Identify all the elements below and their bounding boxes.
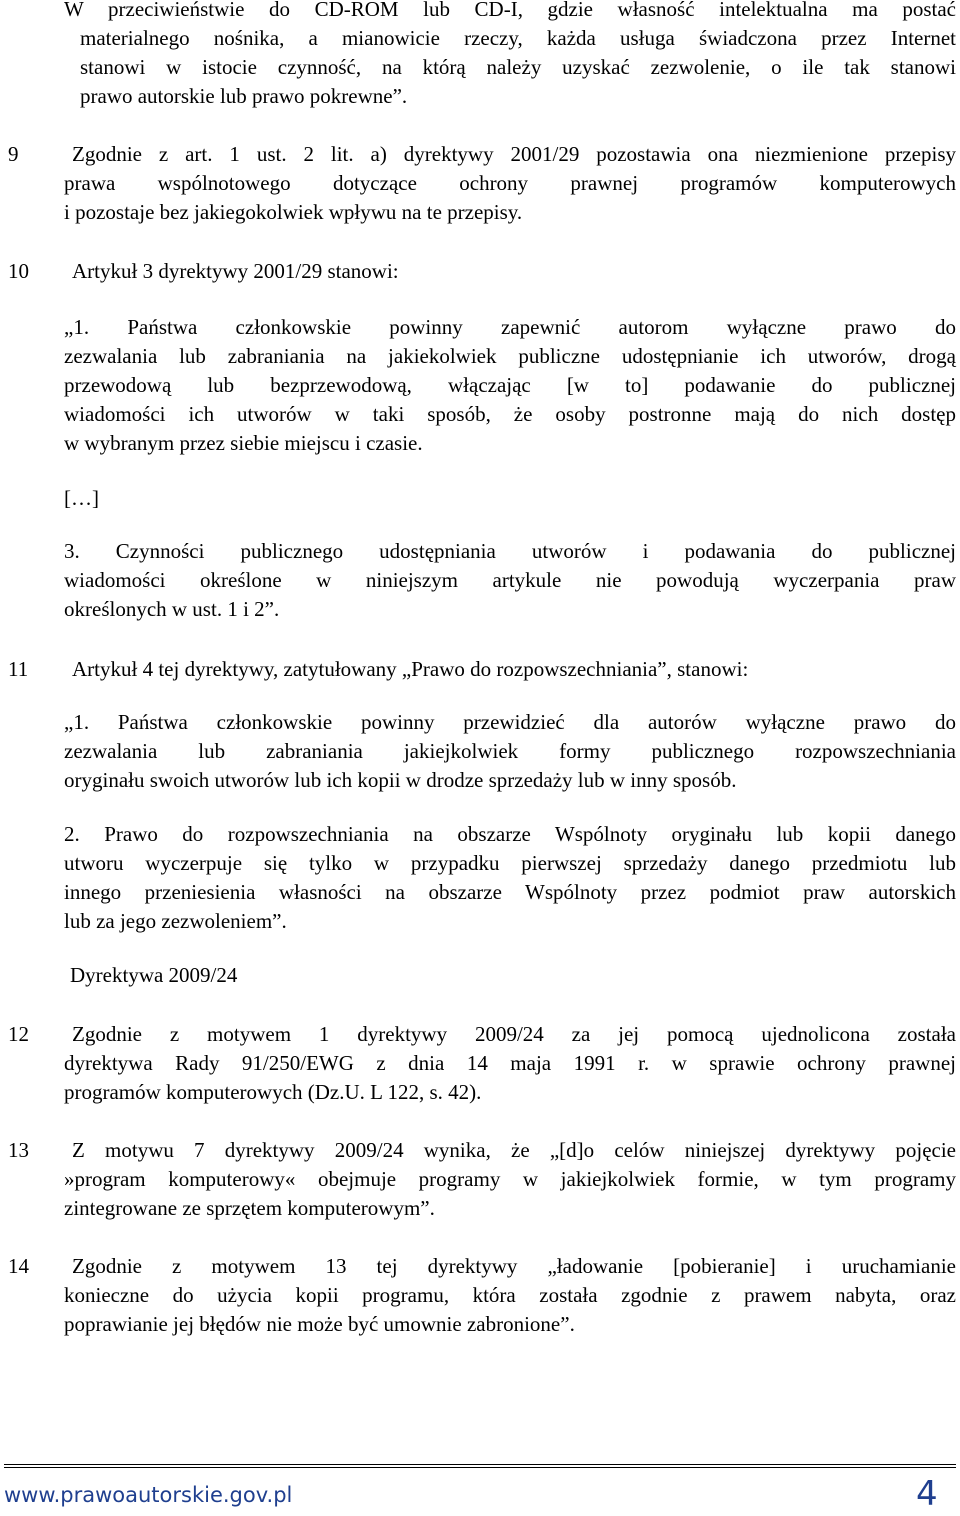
text-line: Z motywu 7 dyrektywy 2009/24 wynika, że „[d]o celów niniejszej dyrektywy pojęcie [72, 1138, 956, 1162]
text-line: stanowi w istocie czynność, na którą należy uzyskać zezwolenie, o ile tak stanowi [80, 55, 956, 79]
text-line: zezwalania lub zabraniania na jakiekolwiek publiczne udostępnianie ich utworów, drogą [64, 344, 956, 368]
paragraph-number: 14 [8, 1254, 29, 1278]
text-line: Artykuł 3 dyrektywy 2001/29 stanowi: [72, 259, 399, 283]
section-heading-text: Dyrektywa 2009/24 [70, 963, 238, 987]
paragraph-number: 13 [8, 1138, 29, 1162]
footer-divider [4, 1464, 956, 1468]
text-line: materialnego nośnika, a mianowicie rzeczy, każda usługa świadczona przez Internet [80, 26, 956, 50]
text-line: zintegrowane ze sprzętem komputerowym”. [64, 1196, 435, 1220]
text-line: Zgodnie z motywem 13 tej dyrektywy „ładowanie [pobieranie] i uruchamianie [72, 1254, 956, 1278]
text-line: „1. Państwa członkowskie powinny przewidzieć dla autorów wyłączne prawo do [64, 710, 956, 734]
text-line: »program komputerowy« obejmuje programy w jakiejkolwiek formie, w tym programy [64, 1167, 956, 1191]
text-line: Zgodnie z motywem 1 dyrektywy 2009/24 za jej pomocą ujednolicona została [72, 1022, 956, 1046]
footer-url-link[interactable]: www.prawoautorskie.gov.pl [4, 1483, 293, 1507]
text-line: konieczne do użycia kopii programu, która została zgodnie z prawem nabyta, oraz [64, 1283, 956, 1307]
text-line: lub za jego zezwoleniem”. [64, 909, 287, 933]
page-number: 4 [916, 1474, 938, 1514]
text-line: 3. Czynności publicznego udostępniania utworów i podawania do publicznej [64, 539, 956, 563]
text-line: dyrektywa Rady 91/250/EWG z dnia 14 maja 1991 r. w sprawie ochrony prawnej [64, 1051, 956, 1075]
text-line: określonych w ust. 1 i 2”. [64, 597, 280, 621]
text-line: 2. Prawo do rozpowszechniania na obszarze Wspólnoty oryginału lub kopii danego [64, 822, 956, 846]
text-line: wiadomości ich utworów w taki sposób, że osoby postronne mają do nich dostęp [64, 402, 956, 426]
text-line: […] [64, 486, 99, 510]
text-line: w wybranym przez siebie miejscu i czasie. [64, 431, 423, 455]
text-line: „1. Państwa członkowskie powinny zapewnić autorom wyłączne prawo do [64, 315, 956, 339]
paragraph-number: 12 [8, 1022, 29, 1046]
text-line: prawo autorskie lub prawo pokrewne”. [80, 84, 408, 108]
text-line: poprawianie jej błędów nie może być umownie zabronione”. [64, 1312, 575, 1336]
paragraph-number: 10 [8, 259, 29, 283]
text-line: i pozostaje bez jakiegokolwiek wpływu na te przepisy. [64, 200, 523, 224]
text-line: innego przeniesienia własności na obszarze Wspólnoty przez podmiot praw autorskich [64, 880, 956, 904]
text-line: prawa wspólnotowego dotyczące ochrony prawnej programów komputerowych [64, 171, 956, 195]
text-line: oryginału swoich utworów lub ich kopii w drodze sprzedaży lub w inny sposób. [64, 768, 737, 792]
text-line: Zgodnie z art. 1 ust. 2 lit. a) dyrektywy 2001/29 pozostawia ona niezmienione przepisy [72, 142, 956, 166]
paragraph-number: 11 [8, 657, 29, 681]
text-line: W przeciwieństwie do CD-ROM lub CD-I, gdzie własność intelektualna ma postać [64, 0, 956, 21]
paragraph-number: 9 [8, 142, 19, 166]
text-line: zezwalania lub zabraniania jakiejkolwiek formy publicznego rozpowszechniania [64, 739, 956, 763]
text-line: utworu wyczerpuje się tylko w przypadku pierwszej sprzedaży danego przedmiotu lub [64, 851, 956, 875]
text-line: wiadomości określone w niniejszym artykule nie powodują wyczerpania praw [64, 568, 956, 592]
text-line: Artykuł 4 tej dyrektywy, zatytułowany „Prawo do rozpowszechniania”, stanowi: [72, 657, 749, 681]
text-line: przewodową lub bezprzewodową, włączając [w to] podawanie do publicznej [64, 373, 956, 397]
text-line: programów komputerowych (Dz.U. L 122, s. 42). [64, 1080, 482, 1104]
